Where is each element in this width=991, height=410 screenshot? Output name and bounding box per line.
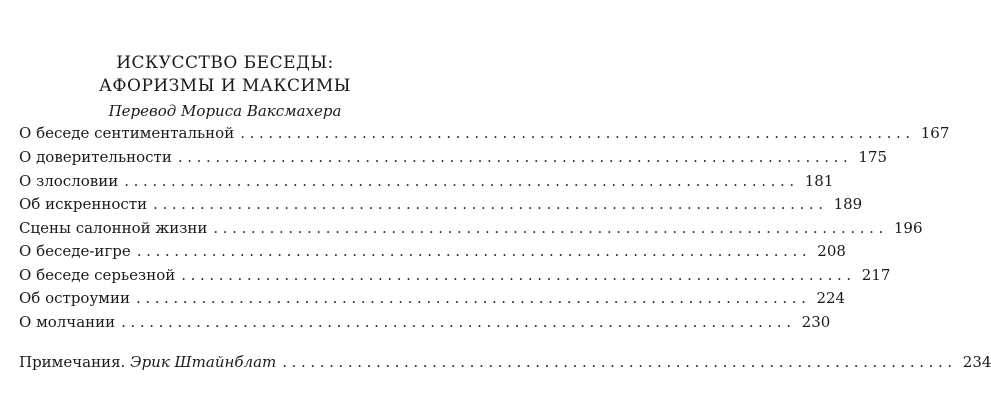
toc-entry-page: 189 <box>833 195 863 213</box>
toc-entry-title: О беседе сентиментальной <box>19 124 235 142</box>
dot-leader: ........................................................................ <box>213 219 888 237</box>
toc-entry-title: О беседе-игре <box>19 242 131 260</box>
toc-entry <box>19 123 950 143</box>
section-title-line-2: АФОРИЗМЫ И МАКСИМЫ <box>99 76 351 96</box>
dot-leader: ........................................................................ <box>181 266 856 284</box>
toc-entry-page: 208 <box>817 242 846 260</box>
toc-entry-title: Об искренности <box>19 195 148 213</box>
toc-entry-page: 181 <box>804 172 834 190</box>
toc-entry-title: О злословии <box>19 172 119 190</box>
toc-entry-notes <box>19 352 991 372</box>
toc-entry-page: 230 <box>801 313 831 331</box>
toc-notes-title-group <box>19 352 282 372</box>
toc-entry <box>19 218 923 238</box>
dot-leader: ........................................................................ <box>177 148 853 166</box>
toc-entry <box>19 171 834 191</box>
dot-leader: ........................................................................ <box>153 195 828 213</box>
toc-notes-title: Примечания. <box>19 353 126 371</box>
dot-leader: ........................................................................ <box>282 353 957 371</box>
dot-leader: ........................................................................ <box>135 289 811 307</box>
toc-entry <box>19 147 888 167</box>
toc-entry-page: 196 <box>893 219 923 237</box>
toc-entry-title: Об остроумии <box>19 289 130 307</box>
toc-entry-page: 234 <box>962 353 991 371</box>
toc-entry-title: О молчании <box>19 313 116 331</box>
toc-entry-page: 175 <box>858 148 888 166</box>
toc-entry-title: О доверительности <box>19 148 172 166</box>
toc-entry-title: О беседе серьезной <box>19 266 176 284</box>
toc-entry <box>19 288 846 308</box>
toc-entry-page: 167 <box>920 124 950 142</box>
toc-entry <box>19 241 846 261</box>
dot-leader: ........................................................................ <box>136 242 812 260</box>
toc-entry <box>19 194 863 214</box>
dot-leader: ........................................................................ <box>240 124 915 142</box>
toc-entry-page: 224 <box>816 289 846 307</box>
toc-notes-author: Эрик Штайнблат <box>130 353 277 371</box>
dot-leader: ........................................................................ <box>121 313 796 331</box>
toc-entry-page: 217 <box>861 266 891 284</box>
toc-entry <box>19 312 831 332</box>
translator-credit: Перевод Мориса Ваксмахера <box>108 102 342 120</box>
section-title-line-1: ИСКУССТВО БЕСЕДЫ: <box>116 53 334 73</box>
dot-leader: ........................................................................ <box>124 172 799 190</box>
toc-entry-title: Сцены салонной жизни <box>19 219 208 237</box>
toc-entry <box>19 265 891 285</box>
